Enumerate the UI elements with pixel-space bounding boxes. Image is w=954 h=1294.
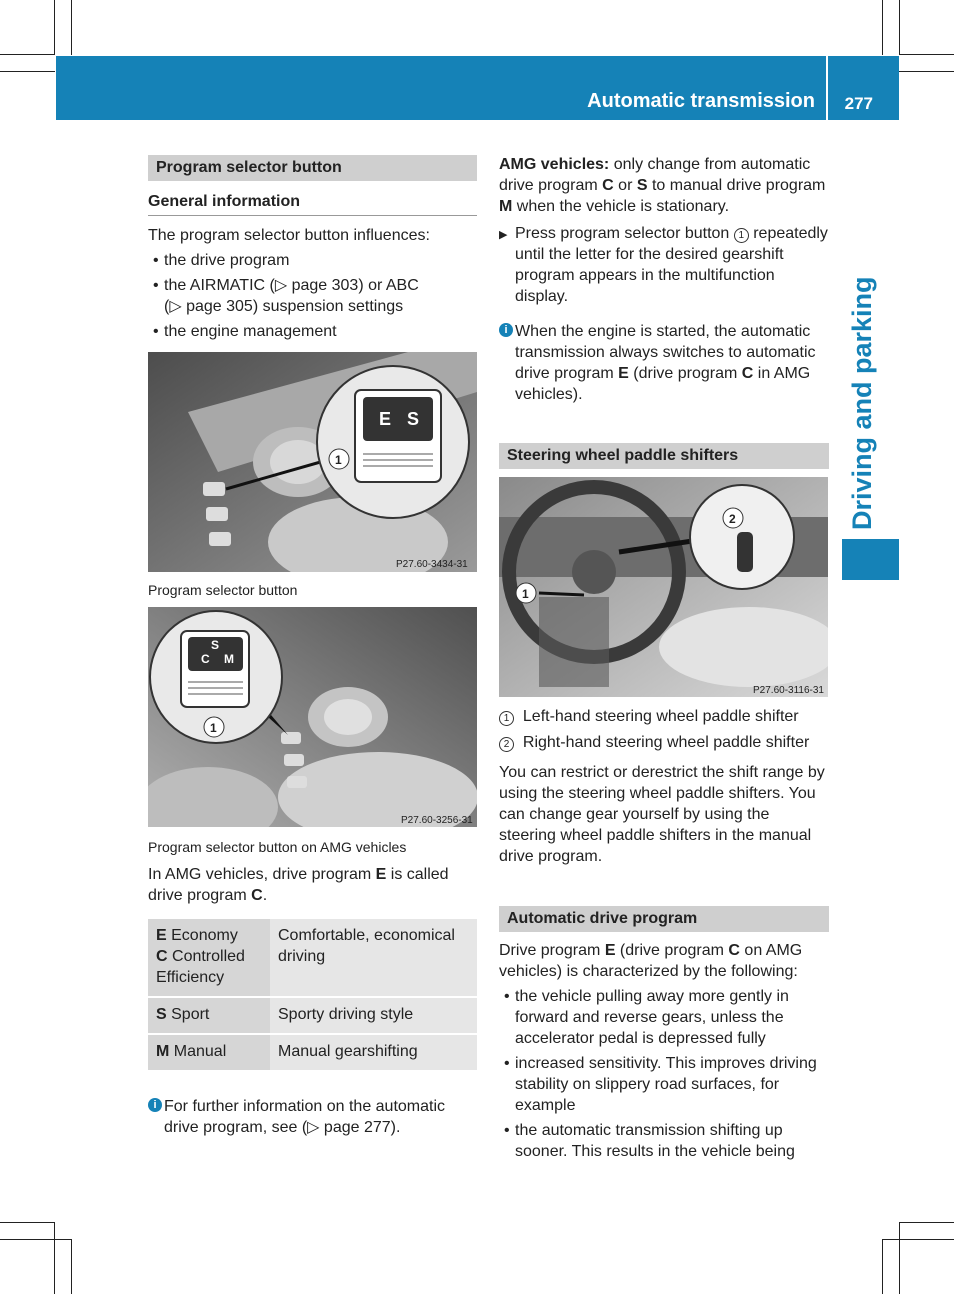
- text-run: In AMG vehicles, drive program: [148, 866, 376, 883]
- crop-mark: [0, 1222, 55, 1223]
- figure-illustration: [148, 352, 477, 572]
- section-title: Program selector button: [148, 155, 477, 181]
- figure-legend: [499, 706, 829, 753]
- bold-run: C: [251, 887, 263, 904]
- page-number: 277: [844, 94, 873, 113]
- text-run: (drive program: [615, 942, 729, 959]
- bold-run: S: [636, 177, 648, 194]
- chapter-title: Automatic transmission: [587, 90, 815, 112]
- info-icon: i: [499, 323, 513, 337]
- text-run: on AMG vehicles) is characterized by the following:: [499, 942, 803, 980]
- legend-item: [499, 732, 829, 753]
- crop-mark: [899, 71, 954, 72]
- figure-code: P27.60-3116-31: [753, 685, 824, 696]
- bold-run: C: [741, 365, 754, 382]
- list-item: • the automatic transmission shifting up sooner. This results in the vehicle being: [499, 1120, 829, 1162]
- bold-run: C: [602, 177, 614, 194]
- bold-run: M: [156, 1043, 170, 1060]
- amg-paragraph: [499, 154, 829, 217]
- adp-intro: [499, 940, 829, 982]
- text-run: Sport: [166, 1006, 210, 1023]
- table-cell: [148, 1034, 270, 1071]
- key-label: C: [201, 652, 210, 666]
- section-title: Automatic drive program: [499, 906, 829, 932]
- text-run: Economy: [166, 927, 238, 944]
- bold-run: E: [375, 866, 387, 883]
- text-run: Controlled Efficiency: [156, 948, 245, 986]
- list-item: • increased sensitivity. This improves driving stability on slippery road surfaces, for example: [499, 1053, 829, 1116]
- figure-illustration: [148, 607, 477, 827]
- text-run: Manual: [169, 1043, 227, 1060]
- crop-mark: [882, 1239, 954, 1240]
- crop-mark: [54, 1222, 55, 1294]
- bold-run: E: [604, 942, 616, 959]
- callout-number: 1: [499, 711, 514, 726]
- crop-mark: [0, 54, 55, 55]
- right-column: [499, 154, 829, 1162]
- callout-number: 1: [734, 228, 749, 243]
- amg-note: [148, 864, 477, 906]
- figure-program-selector: [148, 352, 477, 572]
- crop-mark: [899, 54, 954, 55]
- subheading: General information: [148, 191, 477, 216]
- crop-mark: [899, 1222, 900, 1294]
- text-run: only change from automatic drive program: [499, 156, 811, 194]
- table-cell: Manual gearshifting: [270, 1034, 477, 1071]
- side-tab-label: Driving and parking: [847, 276, 877, 530]
- page-header: [56, 56, 899, 120]
- bold-run: C: [728, 942, 740, 959]
- side-tab-marker: [842, 539, 899, 580]
- text-run: to manual drive program: [647, 177, 826, 194]
- header-divider: [826, 56, 828, 120]
- list-item: • the engine management: [148, 321, 477, 342]
- legend-text: Right-hand steering wheel paddle shifter: [522, 734, 810, 751]
- callout-number: 2: [499, 737, 514, 752]
- key-label: S: [407, 409, 420, 429]
- crop-mark: [899, 1222, 954, 1223]
- crop-mark: [882, 1239, 883, 1294]
- bold-run: S: [156, 1006, 167, 1023]
- bold-run: E: [156, 927, 167, 944]
- drive-program-table: [148, 919, 477, 1072]
- table-cell: Comfortable, economical driving: [270, 919, 477, 997]
- crop-mark: [0, 1239, 72, 1240]
- figure-code: P27.60-3434-31: [396, 559, 468, 570]
- crop-mark: [54, 0, 55, 55]
- key-label: E: [379, 409, 392, 429]
- text-run: when the vehicle is stationary.: [512, 198, 730, 215]
- info-text: For further information on the automatic drive program, see (▷ page 277).: [164, 1098, 446, 1136]
- table-cell: Sporty driving style: [270, 997, 477, 1034]
- crop-mark: [71, 1239, 72, 1294]
- bold-run: C: [156, 948, 168, 965]
- table-row: [148, 1034, 477, 1071]
- list-item: • the drive program: [148, 250, 477, 271]
- info-note: [148, 1096, 477, 1138]
- text-run: in AMG vehicles).: [515, 365, 811, 403]
- text-run: (drive program: [628, 365, 742, 382]
- crop-mark: [71, 0, 72, 55]
- text-run: or: [613, 177, 637, 194]
- list-item: • the AIRMATIC (▷ page 303) or ABC (▷ page 305) suspension settings: [148, 275, 477, 317]
- figure-caption: Program selector button on AMG vehicles: [148, 839, 407, 855]
- figure-caption: Program selector button: [148, 582, 298, 598]
- intro-text: The program selector button influences:: [148, 227, 430, 244]
- info-icon: i: [148, 1098, 162, 1112]
- text-run: .: [262, 887, 268, 904]
- figure-illustration: [499, 477, 828, 697]
- info-note: [499, 321, 829, 405]
- text-run: When the engine is started, the automatic transmission always switches to automatic drive program: [515, 323, 816, 382]
- paddle-paragraph: You can restrict or derestrict the shift range by using the steering wheel paddle shifters. You can change gear yourself by using the steering wheel paddle shifters in the manual drive program.: [499, 764, 825, 865]
- key-label: M: [224, 652, 234, 666]
- callout-number: 1: [210, 721, 217, 735]
- crop-mark: [882, 0, 883, 55]
- left-column: [148, 155, 477, 1138]
- instruction-step: [499, 223, 829, 307]
- figure-paddle-shifters: [499, 477, 828, 697]
- text-run: is called drive program: [148, 866, 449, 904]
- callout-number: 2: [729, 512, 736, 526]
- crop-mark: [0, 71, 55, 72]
- table-row: [148, 997, 477, 1034]
- bold-run: AMG vehicles:: [499, 156, 610, 173]
- text-run: Press program selector button: [515, 225, 734, 242]
- crop-mark: [899, 0, 900, 55]
- section-title: Steering wheel paddle shifters: [499, 443, 829, 469]
- figure-program-selector-amg: [148, 607, 477, 827]
- table-cell: [148, 997, 270, 1034]
- bold-run: M: [499, 198, 513, 215]
- legend-item: [499, 706, 829, 727]
- legend-text: Left-hand steering wheel paddle shifter: [522, 708, 799, 725]
- table-cell: [148, 919, 270, 997]
- key-label: S: [211, 638, 220, 652]
- text-run: Drive program: [499, 942, 605, 959]
- text-run: repeatedly until the letter for the desired gearshift program appears in the multifunction display.: [515, 225, 828, 305]
- list-item: • the vehicle pulling away more gently in forward and reverse gears, unless the accelerator pedal is depressed fully: [499, 986, 829, 1049]
- bold-run: E: [618, 365, 629, 382]
- table-row: [148, 919, 477, 997]
- callout-number: 1: [335, 453, 342, 467]
- figure-code: P27.60-3256-31: [401, 815, 473, 826]
- callout-number: 1: [522, 587, 529, 601]
